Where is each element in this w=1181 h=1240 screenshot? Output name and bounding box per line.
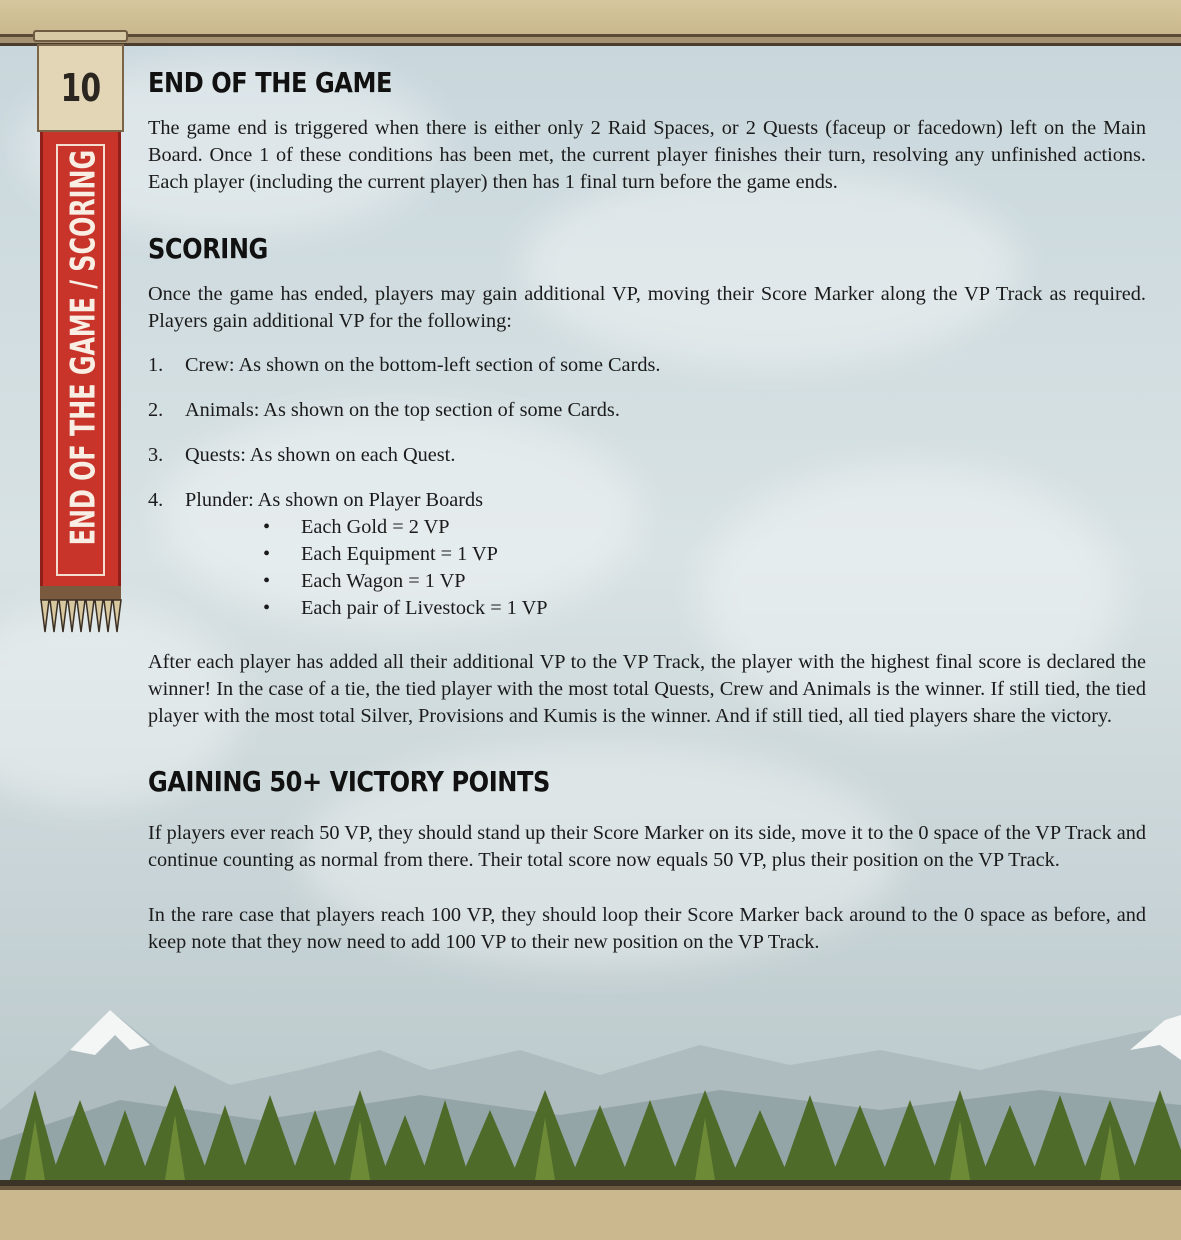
page-number: 10 [60,66,101,110]
end-of-game-heading: END OF THE GAME [148,66,393,99]
top-border [0,0,1181,34]
bottom-border [0,1186,1181,1240]
end-of-game-paragraph: The game end is triggered when there is either only 2 Raid Spaces, or 2 Quests (faceup or facedown) left on the Main Board. Once 1 of these conditions has been met, the current player finishes their turn, resolving any unfinished actions. Each player (including the current player) then has 1 final turn before the game ends. [148,117,1146,193]
fifty-vp-paragraph: If players ever reach 50 VP, they should stand up their Score Marker on its side, move it to the 0 space of the VP Track and continue counting as normal from there. Their total score now equals 50 VP, plus their position on the VP Track. [148,822,1146,871]
fifty-plus-heading: GAINING 50+ VICTORY POINTS [148,765,550,798]
scoring-intro: Once the game has ended, players may gain additional VP, moving their Score Marker along the VP Track as required. Players gain additional VP for the following: [148,283,1146,332]
banner-title: END OF THE GAME / SCORING [63,150,103,546]
chapter-banner [40,132,121,588]
hundred-vp-paragraph: In the rare case that players reach 100 VP, they should loop their Score Marker back around to the 0 space as before, and keep note that they now need to add 100 VP to their new position on the VP Track. [148,904,1146,953]
mountains-and-forest-illustration [0,990,1181,1200]
top-rule [0,34,1181,46]
scoring-heading: SCORING [148,232,268,265]
page-number-tab [37,44,124,132]
banner-rod [33,30,128,42]
tie-breaker-paragraph: After each player has added all their additional VP to the VP Track, the player with the highest final score is declared the winner! In the case of a tie, the tied player with the most total Quests, Crew and Animals is the winner. If still tied, the tied player with the most total Silver, Provisions and Kumis is the winner. And if still tied, all tied players share the victory. [148,651,1146,727]
banner-fringe [37,586,124,634]
